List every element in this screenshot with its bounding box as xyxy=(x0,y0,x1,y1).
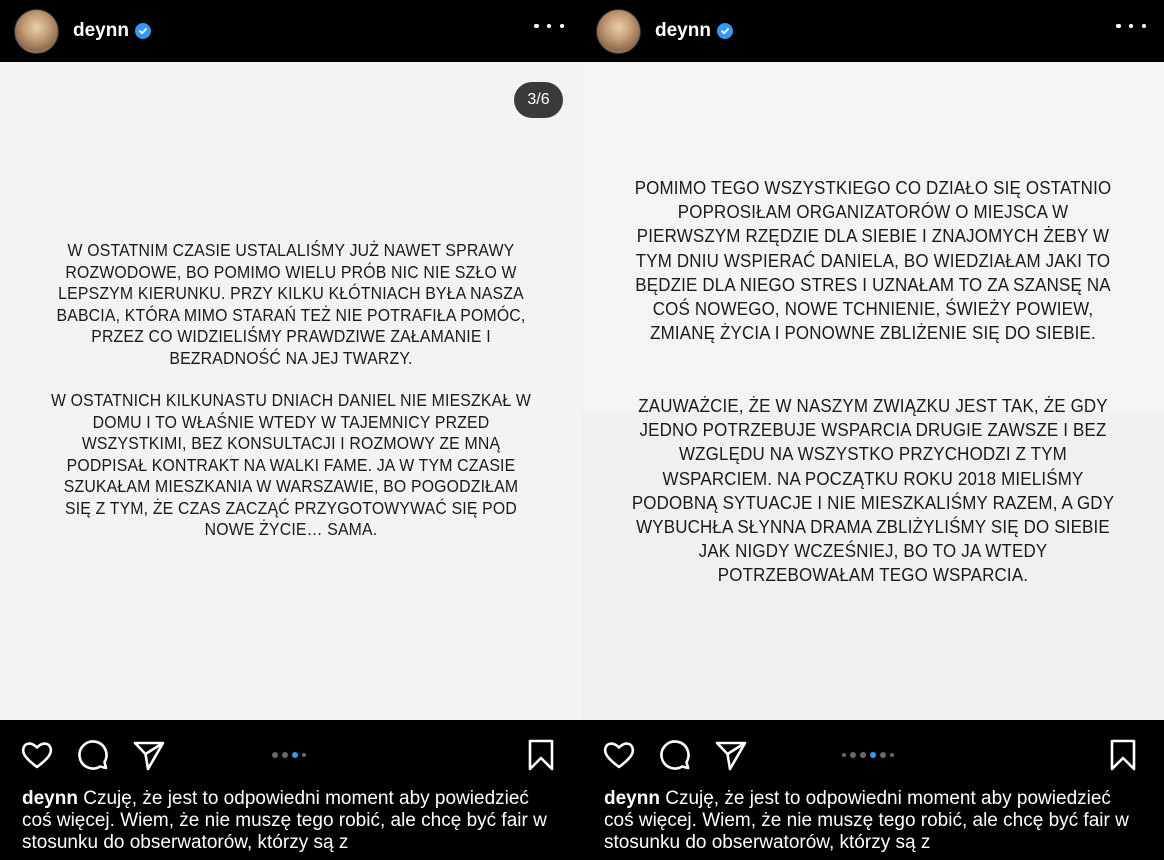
username[interactable]: deynn xyxy=(655,20,711,41)
comment-icon[interactable] xyxy=(76,738,110,772)
bookmark-icon[interactable] xyxy=(524,738,558,772)
share-icon[interactable] xyxy=(132,738,166,772)
carousel-dot xyxy=(850,752,856,758)
carousel-dot xyxy=(860,752,866,758)
action-bar xyxy=(582,720,1164,788)
avatar[interactable] xyxy=(14,9,59,54)
carousel-dot xyxy=(302,753,306,757)
caption-username[interactable]: deynn xyxy=(604,788,660,809)
post-header xyxy=(582,0,1164,62)
carousel-indicator xyxy=(272,751,310,759)
heart-icon[interactable] xyxy=(20,738,54,772)
carousel-dot xyxy=(890,753,894,757)
post-image[interactable] xyxy=(582,62,1164,720)
more-icon[interactable] xyxy=(1116,16,1146,36)
post-caption xyxy=(604,788,1144,854)
post-paragraph-2: ZAUWAŻCIE, ŻE W NASZYM ZWIĄZKU JEST TAK, ŻE GDY JEDNO POTRZEBUJE WSPARCIA DRUGIE ZAWSZE I BEZ WZGLĘDU NA WSZYSTKO PRZYCHODZI Z TYM WSPARCIEM. NA POCZĄTKU ROKU 2018 MIELIŚMY PODOBNĄ SYTUACJE I NIE MIESZKALIŚMY RAZEM, A GDY WYBUCHŁA SŁYNNA DRAMA ZBLIŻYLIŚMY SIĘ DO SIEBIE JAK NIGDY WCZEŚNIEJ, BO TO JA WTEDY POTRZEBOWAŁAM TEGO WSPARCIA. xyxy=(631,395,1115,586)
carousel-indicator xyxy=(842,751,898,759)
carousel-dot-active xyxy=(292,752,298,758)
post-paragraph-1: POMIMO TEGO WSZYSTKIEGO CO DZIAŁO SIĘ OSTATNIO POPROSIŁAM ORGANIZATORÓW O MIEJSCA W PIERWSZYM RZĘDZIE DLA SIEBIE I ZNAJOMYCH ŻEBY W TYM DNIU WSPIERAĆ DANIELA, BO WIEDZIAŁAM JAKI TO BĘDZIE DLA NIEGO STRES I UZNAŁAM TO ZA SZANSĘ NA COŚ NOWEGO, NOWE TCHNIENIE, ŚWIEŻY POWIEW, ZMIANĘ ŻYCIA I PONOWNE ZBLIŻENIE SIĘ DO SIEBIE. xyxy=(634,177,1112,344)
more-icon[interactable] xyxy=(534,16,564,36)
post-paragraph-2: W OSTATNICH KILKUNASTU DNIACH DANIEL NIE MIESZKAŁ W DOMU I TO WŁAŚNIE WTEDY W TAJEMNICY PRZED WSZYSTKIMI, BEZ KONSULTACJI I ROZMOWY ZE MNĄ PODPISAŁ KONTRAKT NA WALKI FAME. JA W TYM CZASIE SZUKAŁAM MIESZKANIA W WARSZAWIE, BO POGODZIŁAM SIĘ Z TYM, ŻE CZAS ZACZĄĆ PRZYGOTOWYWAĆ SIĘ POD NOWE ŻYCIE… SAMA. xyxy=(50,390,532,539)
carousel-dot xyxy=(282,752,288,758)
post-header xyxy=(0,0,582,62)
caption-text: Czuję, że jest to odpowiedni moment aby powiedzieć coś więcej. Wiem, że nie muszę tego robić, ale chcę być fair w stosunku do obserwatorów, którzy są z xyxy=(22,788,547,853)
caption-username[interactable]: deynn xyxy=(22,788,78,809)
carousel-dot-active xyxy=(870,752,876,758)
avatar[interactable] xyxy=(596,9,641,54)
carousel-dot xyxy=(880,752,886,758)
post-caption xyxy=(22,788,562,854)
verified-icon xyxy=(135,23,151,39)
post-paragraph-1: W OSTATNIM CZASIE USTALALIŚMY JUŻ NAWET SPRAWY ROZWODOWE, BO POMIMO WIELU PRÓB NIC NIE SZŁO W LEPSZYM KIERUNKU. PRZY KILKU KŁÓTNIACH BYŁA NASZA BABCIA, KTÓRA MIMO STARAŃ TEŻ NIE POTRAFIŁA POMÓC, PRZEZ CO WIDZIELIŚMY PRAWDZIWE ZAŁAMANIE I BEZRADNOŚĆ NA JEJ TWARZY. xyxy=(56,240,526,368)
post-image[interactable] xyxy=(0,62,582,720)
carousel-dot xyxy=(842,753,846,757)
heart-icon[interactable] xyxy=(602,738,636,772)
share-icon[interactable] xyxy=(714,738,748,772)
carousel-dot xyxy=(272,752,278,758)
verified-icon xyxy=(717,23,733,39)
username[interactable]: deynn xyxy=(73,20,129,41)
comment-icon[interactable] xyxy=(658,738,692,772)
slide-counter: 3/6 xyxy=(514,82,563,118)
action-bar xyxy=(0,720,582,788)
bookmark-icon[interactable] xyxy=(1106,738,1140,772)
caption-text: Czuję, że jest to odpowiedni moment aby powiedzieć coś więcej. Wiem, że nie muszę tego robić, ale chcę być fair w stosunku do obserwatorów, którzy są z xyxy=(604,788,1129,853)
post-panel-right xyxy=(582,0,1164,860)
